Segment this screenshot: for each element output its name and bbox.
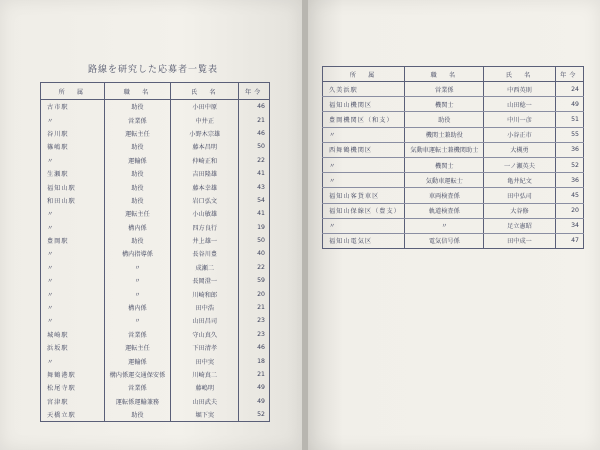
table-row	[41, 154, 270, 167]
table-row	[41, 207, 270, 220]
cell-position: 運転係運輸兼務	[104, 395, 171, 408]
cell-department: 〃	[323, 218, 405, 233]
cell-department: 〃	[41, 287, 105, 300]
cell-department: 〃	[41, 301, 105, 314]
cell-position: 助役	[104, 234, 171, 247]
cell-position: 運転主任	[104, 207, 171, 220]
cell-name: 井上雄一	[171, 234, 239, 247]
cell-position: 助役	[104, 167, 171, 180]
cell-name: 藤本昌明	[171, 140, 239, 153]
cell-age: 46	[239, 100, 270, 114]
cell-department: 豊岡機関区（和支）	[323, 112, 405, 127]
table-row	[323, 203, 584, 218]
cell-department: 福知山駅	[41, 180, 105, 193]
table-row	[41, 234, 270, 247]
cell-position: 助役	[104, 180, 171, 193]
cell-position: 運転主任	[104, 127, 171, 140]
cell-position: 機関士	[405, 97, 484, 112]
table-row	[323, 112, 584, 127]
cell-name: 長岡澄一	[171, 274, 239, 287]
cell-age: 46	[239, 341, 270, 354]
page-title: 路線を研究した応募者一覧表	[88, 65, 219, 75]
table-row	[41, 368, 270, 381]
cell-name: 亀井紀文	[484, 173, 555, 188]
table-body-right	[323, 82, 584, 249]
cell-age: 59	[239, 274, 270, 287]
cell-name: 大槻勇	[484, 142, 555, 157]
cell-department: 松尾寺駅	[41, 381, 105, 394]
table-row	[323, 82, 584, 97]
cell-position: 営業係	[104, 381, 171, 394]
cell-department: 西舞鶴機関区	[323, 142, 405, 157]
cell-age: 34	[555, 218, 583, 233]
cell-age: 50	[239, 140, 270, 153]
cell-position: 〃	[104, 314, 171, 327]
cell-name: 大谷修	[484, 203, 555, 218]
cell-position: 助役	[104, 408, 171, 422]
cell-name: 中川一彦	[484, 112, 555, 127]
cell-age: 36	[555, 142, 583, 157]
table-row	[41, 301, 270, 314]
cell-position: 車両検査係	[405, 188, 484, 203]
cell-position: 〃	[104, 274, 171, 287]
cell-department: 〃	[41, 154, 105, 167]
cell-name: 田中浩	[171, 301, 239, 314]
cell-department: 〃	[41, 207, 105, 220]
table-row	[41, 314, 270, 327]
cell-position: 営業係	[104, 113, 171, 126]
cell-name: 藤嶋明	[171, 381, 239, 394]
cell-age: 49	[239, 381, 270, 394]
cell-department: 久美浜駅	[323, 82, 405, 97]
cell-age: 20	[239, 287, 270, 300]
cell-department: 篠嶋駅	[41, 140, 105, 153]
cell-age: 23	[239, 328, 270, 341]
cell-age: 41	[239, 207, 270, 220]
cell-name: 小野木宗雄	[171, 127, 239, 140]
table-header-row	[323, 67, 584, 82]
table-row	[41, 194, 270, 207]
cell-position: 〃	[405, 218, 484, 233]
cell-name: 小谷正市	[484, 127, 555, 142]
cell-position: 構内指導係	[104, 247, 171, 260]
table-row	[41, 341, 270, 354]
table-row	[323, 97, 584, 112]
table-row	[41, 100, 270, 114]
cell-name: 山田武夫	[171, 395, 239, 408]
cell-department: 天橋立駅	[41, 408, 105, 422]
table-row	[41, 127, 270, 140]
cell-name: 藤本幸雄	[171, 180, 239, 193]
cell-name: 田中成一	[484, 233, 555, 248]
table-row	[323, 173, 584, 188]
table-row	[323, 142, 584, 157]
cell-position: 営業係	[405, 82, 484, 97]
table-row	[41, 408, 270, 422]
cell-department: 豊岡駅	[41, 234, 105, 247]
table-row	[41, 287, 270, 300]
cell-position: 助役	[405, 112, 484, 127]
cell-name: 小山敏雄	[171, 207, 239, 220]
cell-department: 〃	[41, 354, 105, 367]
table-body-left	[41, 100, 270, 422]
table-row	[323, 157, 584, 172]
cell-age: 40	[239, 247, 270, 260]
cell-position: 営業係	[104, 328, 171, 341]
cell-name: 川崎和郎	[171, 287, 239, 300]
table-row	[41, 261, 270, 274]
table-header-row	[41, 83, 270, 100]
cell-department: 生瀬駅	[41, 167, 105, 180]
cell-name: 四方良行	[171, 221, 239, 234]
table-row	[323, 127, 584, 142]
cell-age: 50	[239, 234, 270, 247]
cell-age: 47	[555, 233, 583, 248]
cell-department: 福知山機関区	[323, 97, 405, 112]
cell-name: 中井正	[171, 113, 239, 126]
cell-department: 古市駅	[41, 100, 105, 114]
cell-age: 45	[555, 188, 583, 203]
table-row	[41, 167, 270, 180]
cell-position: 構内係運交通保安係	[104, 368, 171, 381]
cell-age: 20	[555, 203, 583, 218]
header-position: 職 名	[104, 83, 171, 100]
cell-department: 〃	[41, 113, 105, 126]
cell-department: 〃	[323, 173, 405, 188]
cell-department: 〃	[323, 157, 405, 172]
table-row	[41, 328, 270, 341]
table-row	[41, 381, 270, 394]
cell-position: 〃	[104, 287, 171, 300]
cell-name: 川崎真二	[171, 368, 239, 381]
cell-department: 浜坂駅	[41, 341, 105, 354]
cell-age: 22	[239, 154, 270, 167]
cell-age: 21	[239, 368, 270, 381]
cell-age: 43	[239, 180, 270, 193]
cell-position: 構内係	[104, 301, 171, 314]
cell-department: 〃	[41, 274, 105, 287]
cell-position: 〃	[104, 261, 171, 274]
table-row	[41, 274, 270, 287]
header-position: 職 名	[405, 67, 484, 82]
table-row	[323, 233, 584, 248]
cell-name: 中西英則	[484, 82, 555, 97]
cell-department: 〃	[41, 221, 105, 234]
cell-position: 助役	[104, 100, 171, 114]
cell-department: 和田山駅	[41, 194, 105, 207]
cell-department: 舞鶴港駅	[41, 368, 105, 381]
cell-department: 宮津駅	[41, 395, 105, 408]
cell-position: 運輸係	[104, 354, 171, 367]
header-age: 年令	[555, 67, 583, 82]
cell-name: 成瀬二	[171, 261, 239, 274]
cell-age: 22	[239, 261, 270, 274]
table-row	[323, 218, 584, 233]
cell-age: 46	[239, 127, 270, 140]
cell-age: 49	[555, 97, 583, 112]
cell-name: 吉田隆雄	[171, 167, 239, 180]
cell-name: 田中弘司	[484, 188, 555, 203]
cell-age: 36	[555, 173, 583, 188]
cell-age: 19	[239, 221, 270, 234]
cell-age: 21	[239, 113, 270, 126]
cell-age: 41	[239, 167, 270, 180]
cell-name: 一ノ瀬英夫	[484, 157, 555, 172]
header-name: 氏 名	[484, 67, 555, 82]
cell-position: 電気信号係	[405, 233, 484, 248]
cell-name: 小田中原	[171, 100, 239, 114]
header-name: 氏 名	[171, 83, 239, 100]
table-row	[41, 395, 270, 408]
cell-position: 気動車運転士	[405, 173, 484, 188]
cell-department: 谷川駅	[41, 127, 105, 140]
cell-position: 軌道検査係	[405, 203, 484, 218]
cell-age: 21	[239, 301, 270, 314]
header-department: 所 属	[323, 67, 405, 82]
cell-position: 機関士兼助役	[405, 127, 484, 142]
cell-name: 下田清孝	[171, 341, 239, 354]
applicants-table-left	[40, 82, 270, 422]
cell-age: 54	[239, 194, 270, 207]
cell-age: 49	[239, 395, 270, 408]
cell-position: 運転主任	[104, 341, 171, 354]
cell-department: 〃	[41, 247, 105, 260]
table-row	[41, 354, 270, 367]
cell-position: 気動車運転士兼機関助士	[405, 142, 484, 157]
cell-name: 山田昌司	[171, 314, 239, 327]
cell-department: 〃	[41, 261, 105, 274]
cell-department: 〃	[41, 314, 105, 327]
cell-name: 岩口弘文	[171, 194, 239, 207]
table-row	[323, 188, 584, 203]
cell-name: 足立憲昭	[484, 218, 555, 233]
cell-position: 運輸係	[104, 154, 171, 167]
cell-name: 山田稔一	[484, 97, 555, 112]
applicants-table-right	[322, 66, 584, 249]
table-row	[41, 247, 270, 260]
cell-position: 助役	[104, 140, 171, 153]
table-row	[41, 221, 270, 234]
cell-age: 55	[555, 127, 583, 142]
table-row	[41, 140, 270, 153]
header-department: 所 属	[41, 83, 105, 100]
cell-age: 51	[555, 112, 583, 127]
cell-department: 福知山客貨車区	[323, 188, 405, 203]
cell-name: 長谷川豊	[171, 247, 239, 260]
cell-department: 福知山保線区（豊支）	[323, 203, 405, 218]
cell-age: 52	[555, 157, 583, 172]
cell-age: 24	[555, 82, 583, 97]
right-page	[308, 0, 600, 450]
cell-name: 田中実	[171, 354, 239, 367]
cell-name: 仲崎正和	[171, 154, 239, 167]
cell-position: 構内係	[104, 221, 171, 234]
cell-age: 23	[239, 314, 270, 327]
cell-department: 〃	[323, 127, 405, 142]
cell-name: 守山真久	[171, 328, 239, 341]
cell-position: 機関士	[405, 157, 484, 172]
table-row	[41, 180, 270, 193]
cell-position: 助役	[104, 194, 171, 207]
table-row	[41, 113, 270, 126]
cell-department: 城崎駅	[41, 328, 105, 341]
cell-age: 52	[239, 408, 270, 422]
header-age: 年令	[239, 83, 270, 100]
cell-age: 18	[239, 354, 270, 367]
cell-name: 堀下実	[171, 408, 239, 422]
cell-department: 福知山電気区	[323, 233, 405, 248]
